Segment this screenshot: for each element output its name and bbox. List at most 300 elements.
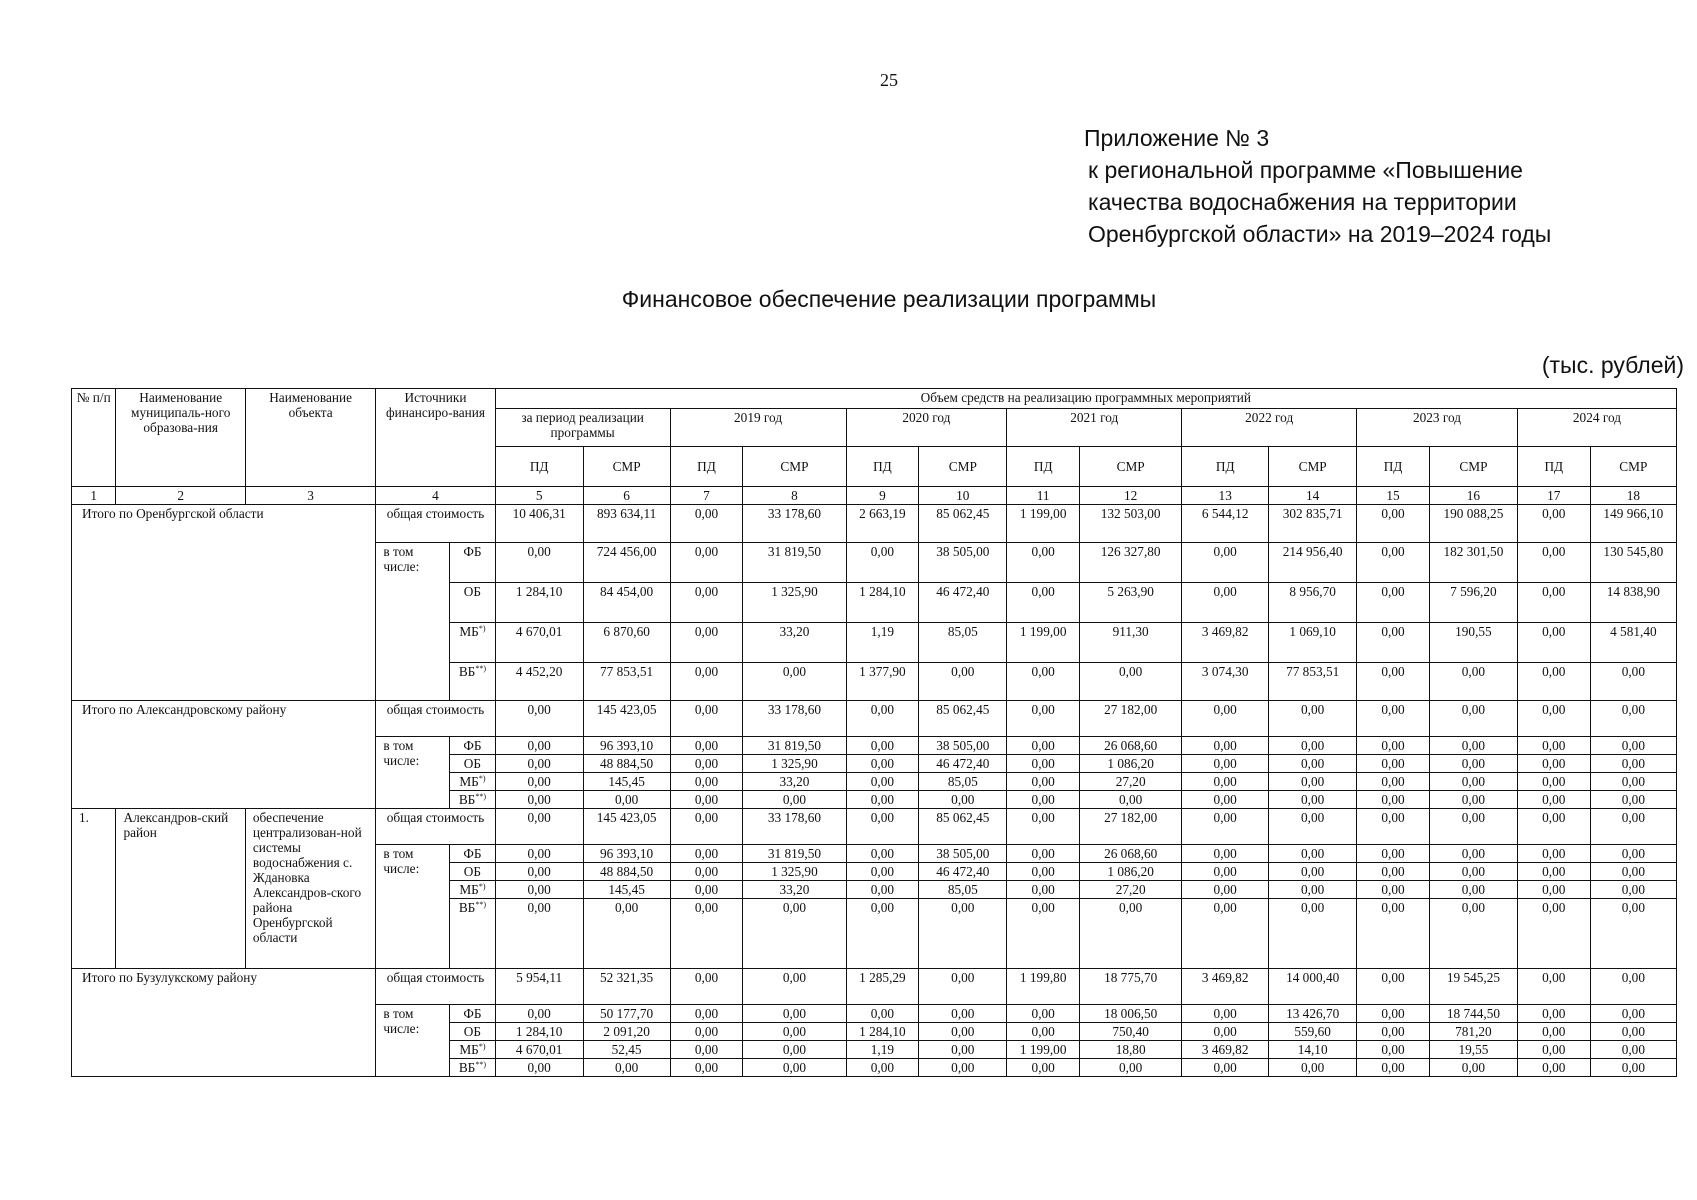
value-cell: 0,00 <box>1590 1041 1676 1059</box>
footnote-mark: *) <box>478 882 486 891</box>
column-number: 17 <box>1517 487 1590 505</box>
value-cell: 18 006,50 <box>1080 1005 1182 1023</box>
value-cell: 0,00 <box>1517 899 1590 969</box>
source-fb-label: ФБ <box>463 738 482 753</box>
value-cell: 0,00 <box>670 663 743 701</box>
value-cell: 559,60 <box>1269 1023 1357 1041</box>
value-cell: 0,00 <box>1007 755 1080 773</box>
column-number: 4 <box>376 487 495 505</box>
value-cell: 0,00 <box>846 543 919 583</box>
value-cell: 0,00 <box>495 1059 583 1077</box>
value-cell: 0,00 <box>670 899 743 969</box>
value-cell: 0,00 <box>670 737 743 755</box>
value-cell: 85,05 <box>919 881 1007 899</box>
value-cell: 33,20 <box>743 623 846 663</box>
column-number: 12 <box>1080 487 1182 505</box>
value-cell: 0,00 <box>670 809 743 845</box>
value-cell: 0,00 <box>1590 755 1676 773</box>
value-cell: 0,00 <box>1517 881 1590 899</box>
value-cell: 145 423,05 <box>583 809 670 845</box>
value-cell: 38 505,00 <box>919 737 1007 755</box>
value-cell: 0,00 <box>495 1005 583 1023</box>
value-cell: 3 469,82 <box>1182 623 1269 663</box>
value-cell: 0,00 <box>1357 701 1430 737</box>
value-cell: 0,00 <box>1357 755 1430 773</box>
source-vb <box>450 899 496 969</box>
source-mb-label: МБ <box>459 624 479 639</box>
value-cell: 0,00 <box>670 701 743 737</box>
value-cell: 0,00 <box>1517 773 1590 791</box>
value-cell: 0,00 <box>1429 701 1517 737</box>
value-cell: 46 472,40 <box>919 863 1007 881</box>
value-cell: 126 327,80 <box>1080 543 1182 583</box>
value-cell: 0,00 <box>670 505 743 543</box>
source-ob-label: ОБ <box>463 584 482 599</box>
header-num: № п/п <box>72 389 116 487</box>
value-cell: 0,00 <box>1007 737 1080 755</box>
value-cell: 33,20 <box>743 881 846 899</box>
value-cell: 0,00 <box>1269 809 1357 845</box>
value-cell: 0,00 <box>583 899 670 969</box>
header-period-total: за период реализации программы <box>495 409 670 447</box>
value-cell: 0,00 <box>1517 623 1590 663</box>
value-cell: 0,00 <box>1429 791 1517 809</box>
value-cell: 0,00 <box>1007 863 1080 881</box>
value-cell: 0,00 <box>670 1059 743 1077</box>
value-cell: 0,00 <box>1429 773 1517 791</box>
value-cell: 0,00 <box>846 791 919 809</box>
value-cell: 1 284,10 <box>846 1023 919 1041</box>
value-cell: 0,00 <box>846 899 919 969</box>
value-cell: 0,00 <box>670 543 743 583</box>
value-cell: 302 835,71 <box>1269 505 1357 543</box>
column-number: 14 <box>1269 487 1357 505</box>
value-cell: 2 663,19 <box>846 505 919 543</box>
value-cell: 0,00 <box>1517 969 1590 1005</box>
value-cell: 3 074,30 <box>1182 663 1269 701</box>
appendix-line: качества водоснабжения на территории <box>1088 189 1517 215</box>
header-smr: СМР <box>743 447 846 487</box>
value-cell: 0,00 <box>1182 737 1269 755</box>
value-cell: 0,00 <box>670 845 743 863</box>
value-cell: 31 819,50 <box>743 737 846 755</box>
source-vb-label: ВБ <box>458 792 476 807</box>
value-cell: 46 472,40 <box>919 583 1007 623</box>
appendix-line: Приложение № 3 <box>1084 125 1270 151</box>
municipality-name: Александров-ский район <box>116 809 245 969</box>
financing-table <box>71 388 1677 1077</box>
value-cell: 27 182,00 <box>1080 701 1182 737</box>
column-number: 3 <box>245 487 375 505</box>
value-cell: 0,00 <box>1517 701 1590 737</box>
value-cell: 0,00 <box>1080 1059 1182 1077</box>
table-row <box>72 701 1677 737</box>
item-number: 1. <box>72 809 116 969</box>
value-cell: 0,00 <box>1007 583 1080 623</box>
value-cell: 750,40 <box>1080 1023 1182 1041</box>
value-cell: 0,00 <box>846 863 919 881</box>
value-cell: 0,00 <box>670 755 743 773</box>
source-total: общая стоимость <box>376 505 495 543</box>
source-fb <box>450 737 496 755</box>
value-cell: 0,00 <box>1357 583 1430 623</box>
value-cell: 1,19 <box>846 1041 919 1059</box>
value-cell: 48 884,50 <box>583 755 670 773</box>
table-row <box>72 505 1677 543</box>
value-cell: 0,00 <box>670 969 743 1005</box>
source-ob <box>450 583 496 623</box>
value-cell: 0,00 <box>919 663 1007 701</box>
value-cell: 0,00 <box>1007 1059 1080 1077</box>
value-cell: 0,00 <box>919 1041 1007 1059</box>
value-cell: 0,00 <box>1269 701 1357 737</box>
value-cell: 0,00 <box>1590 791 1676 809</box>
value-cell: 1 285,29 <box>846 969 919 1005</box>
value-cell: 0,00 <box>743 1005 846 1023</box>
value-cell: 0,00 <box>1517 737 1590 755</box>
value-cell: 0,00 <box>1590 1059 1676 1077</box>
value-cell: 0,00 <box>495 737 583 755</box>
source-including: в том числе: <box>376 543 450 701</box>
value-cell: 0,00 <box>1429 809 1517 845</box>
value-cell: 26 068,60 <box>1080 737 1182 755</box>
value-cell: 0,00 <box>1357 809 1430 845</box>
value-cell: 893 634,11 <box>583 505 670 543</box>
footnote-mark: **) <box>475 900 486 909</box>
value-cell: 0,00 <box>846 773 919 791</box>
document-title: Финансовое обеспечение реализации программы <box>621 286 1157 312</box>
value-cell: 149 966,10 <box>1590 505 1676 543</box>
source-fb <box>450 1005 496 1023</box>
value-cell: 0,00 <box>1590 881 1676 899</box>
value-cell: 781,20 <box>1429 1023 1517 1041</box>
source-vb-label: ВБ <box>458 900 476 915</box>
value-cell: 145,45 <box>583 881 670 899</box>
value-cell: 33 178,60 <box>743 809 846 845</box>
value-cell: 0,00 <box>1182 543 1269 583</box>
value-cell: 18 744,50 <box>1429 1005 1517 1023</box>
table-row <box>72 809 1677 845</box>
value-cell: 0,00 <box>846 1005 919 1023</box>
value-cell: 18 775,70 <box>1080 969 1182 1005</box>
appendix-line: к региональной программе «Повышение <box>1088 157 1523 183</box>
header-smr: СМР <box>1590 447 1676 487</box>
appendix-line: Оренбургской области» на 2019–2024 годы <box>1088 221 1552 247</box>
header-pd: ПД <box>670 447 743 487</box>
value-cell: 1 284,10 <box>846 583 919 623</box>
value-cell: 1 325,90 <box>743 863 846 881</box>
footnote-mark: **) <box>475 1060 486 1069</box>
value-cell: 0,00 <box>1517 1041 1590 1059</box>
header-pd: ПД <box>1007 447 1080 487</box>
value-cell: 0,00 <box>1182 809 1269 845</box>
value-cell: 0,00 <box>1007 663 1080 701</box>
source-vb <box>450 1059 496 1077</box>
value-cell: 0,00 <box>670 881 743 899</box>
source-ob <box>450 755 496 773</box>
value-cell: 1,19 <box>846 623 919 663</box>
appendix-caption <box>1084 122 1551 250</box>
value-cell: 0,00 <box>670 773 743 791</box>
source-mb <box>450 1041 496 1059</box>
value-cell: 0,00 <box>583 791 670 809</box>
column-number: 5 <box>495 487 583 505</box>
header-year-2021: 2021 год <box>1007 409 1182 447</box>
value-cell: 0,00 <box>1357 899 1430 969</box>
value-cell: 96 393,10 <box>583 737 670 755</box>
value-cell: 0,00 <box>1357 773 1430 791</box>
value-cell: 0,00 <box>1590 1005 1676 1023</box>
value-cell: 0,00 <box>1182 845 1269 863</box>
source-total: общая стоимость <box>376 969 495 1005</box>
footnote-mark: *) <box>478 1042 486 1051</box>
value-cell: 0,00 <box>1182 773 1269 791</box>
value-cell: 0,00 <box>1517 1059 1590 1077</box>
value-cell: 0,00 <box>1590 701 1676 737</box>
value-cell: 0,00 <box>1269 773 1357 791</box>
value-cell: 0,00 <box>495 543 583 583</box>
source-including: в том числе: <box>376 1005 450 1077</box>
value-cell: 0,00 <box>495 845 583 863</box>
value-cell: 0,00 <box>846 881 919 899</box>
value-cell: 0,00 <box>495 863 583 881</box>
column-number: 8 <box>743 487 846 505</box>
value-cell: 0,00 <box>1590 1023 1676 1041</box>
value-cell: 0,00 <box>495 701 583 737</box>
value-cell: 0,00 <box>1357 1041 1430 1059</box>
value-cell: 0,00 <box>1269 863 1357 881</box>
value-cell: 1 069,10 <box>1269 623 1357 663</box>
value-cell: 0,00 <box>919 1023 1007 1041</box>
value-cell: 0,00 <box>1182 755 1269 773</box>
value-cell: 0,00 <box>1007 809 1080 845</box>
value-cell: 18,80 <box>1080 1041 1182 1059</box>
value-cell: 6 544,12 <box>1182 505 1269 543</box>
value-cell: 0,00 <box>1007 1023 1080 1041</box>
value-cell: 0,00 <box>1080 791 1182 809</box>
value-cell: 0,00 <box>670 583 743 623</box>
value-cell: 0,00 <box>1357 881 1430 899</box>
value-cell: 0,00 <box>846 701 919 737</box>
header-smr: СМР <box>1080 447 1182 487</box>
column-number: 16 <box>1429 487 1517 505</box>
value-cell: 85 062,45 <box>919 701 1007 737</box>
header-year-2023: 2023 год <box>1357 409 1518 447</box>
value-cell: 5 954,11 <box>495 969 583 1005</box>
value-cell: 130 545,80 <box>1590 543 1676 583</box>
value-cell: 27 182,00 <box>1080 809 1182 845</box>
value-cell: 0,00 <box>1182 583 1269 623</box>
header-pd: ПД <box>1357 447 1430 487</box>
value-cell: 4 670,01 <box>495 623 583 663</box>
value-cell: 0,00 <box>1357 969 1430 1005</box>
header-smr: СМР <box>1429 447 1517 487</box>
value-cell: 0,00 <box>1517 543 1590 583</box>
value-cell: 0,00 <box>919 969 1007 1005</box>
value-cell: 0,00 <box>919 791 1007 809</box>
value-cell: 0,00 <box>1590 809 1676 845</box>
value-cell: 0,00 <box>495 755 583 773</box>
value-cell: 0,00 <box>1007 1005 1080 1023</box>
source-including: в том числе: <box>376 737 450 809</box>
value-cell: 0,00 <box>495 773 583 791</box>
source-mb-label: МБ <box>459 774 479 789</box>
source-mb <box>450 623 496 663</box>
value-cell: 38 505,00 <box>919 845 1007 863</box>
value-cell: 38 505,00 <box>919 543 1007 583</box>
value-cell: 190,55 <box>1429 623 1517 663</box>
value-cell: 1 199,00 <box>1007 1041 1080 1059</box>
value-cell: 4 452,20 <box>495 663 583 701</box>
value-cell: 14 838,90 <box>1590 583 1676 623</box>
header-volume: Объем средств на реализацию программных мероприятий <box>495 389 1676 409</box>
source-fb-label: ФБ <box>463 544 482 559</box>
value-cell: 46 472,40 <box>919 755 1007 773</box>
value-cell: 0,00 <box>1357 543 1430 583</box>
value-cell: 33 178,60 <box>743 701 846 737</box>
value-cell: 4 670,01 <box>495 1041 583 1059</box>
header-municipality: Наименование муниципаль-ного образова-ния <box>116 389 245 487</box>
value-cell: 85 062,45 <box>919 505 1007 543</box>
value-cell: 0,00 <box>846 1059 919 1077</box>
value-cell: 0,00 <box>670 623 743 663</box>
value-cell: 0,00 <box>1517 663 1590 701</box>
value-cell: 0,00 <box>1429 899 1517 969</box>
value-cell: 0,00 <box>846 737 919 755</box>
value-cell: 52 321,35 <box>583 969 670 1005</box>
value-cell: 0,00 <box>1357 1005 1430 1023</box>
value-cell: 0,00 <box>1357 791 1430 809</box>
value-cell: 3 469,82 <box>1182 1041 1269 1059</box>
value-cell: 52,45 <box>583 1041 670 1059</box>
column-number: 13 <box>1182 487 1269 505</box>
value-cell: 132 503,00 <box>1080 505 1182 543</box>
value-cell: 27,20 <box>1080 773 1182 791</box>
value-cell: 0,00 <box>670 863 743 881</box>
value-cell: 0,00 <box>743 1041 846 1059</box>
value-cell: 1 199,00 <box>1007 623 1080 663</box>
value-cell: 145 423,05 <box>583 701 670 737</box>
column-number: 15 <box>1357 487 1430 505</box>
footnote-mark: **) <box>475 664 486 673</box>
value-cell: 0,00 <box>1517 1005 1590 1023</box>
value-cell: 0,00 <box>1590 863 1676 881</box>
value-cell: 0,00 <box>1590 969 1676 1005</box>
value-cell: 0,00 <box>1182 1023 1269 1041</box>
column-number: 11 <box>1007 487 1080 505</box>
value-cell: 0,00 <box>1517 845 1590 863</box>
header-pd: ПД <box>1517 447 1590 487</box>
source-mb <box>450 881 496 899</box>
value-cell: 0,00 <box>1007 899 1080 969</box>
value-cell: 0,00 <box>1080 663 1182 701</box>
value-cell: 33,20 <box>743 773 846 791</box>
value-cell: 0,00 <box>1517 755 1590 773</box>
value-cell: 0,00 <box>1182 1005 1269 1023</box>
value-cell: 1 199,80 <box>1007 969 1080 1005</box>
value-cell: 0,00 <box>846 755 919 773</box>
value-cell: 0,00 <box>495 809 583 845</box>
value-cell: 0,00 <box>1007 881 1080 899</box>
source-ob-label: ОБ <box>463 756 482 771</box>
value-cell: 0,00 <box>1182 863 1269 881</box>
value-cell: 85,05 <box>919 773 1007 791</box>
group-total-name: Итого по Бузулукскому району <box>72 969 376 1077</box>
column-number: 10 <box>919 487 1007 505</box>
header-pd: ПД <box>495 447 583 487</box>
value-cell: 182 301,50 <box>1429 543 1517 583</box>
value-cell: 31 819,50 <box>743 845 846 863</box>
value-cell: 0,00 <box>1269 1059 1357 1077</box>
source-vb-label: ВБ <box>458 1060 476 1075</box>
value-cell: 0,00 <box>670 1023 743 1041</box>
source-total: общая стоимость <box>376 809 495 845</box>
value-cell: 0,00 <box>1429 663 1517 701</box>
value-cell: 26 068,60 <box>1080 845 1182 863</box>
value-cell: 0,00 <box>1357 623 1430 663</box>
value-cell: 0,00 <box>1590 663 1676 701</box>
value-cell: 1 086,20 <box>1080 863 1182 881</box>
value-cell: 0,00 <box>1429 737 1517 755</box>
value-cell: 0,00 <box>1429 845 1517 863</box>
value-cell: 0,00 <box>495 881 583 899</box>
value-cell: 0,00 <box>495 791 583 809</box>
value-cell: 0,00 <box>670 791 743 809</box>
value-cell: 0,00 <box>919 899 1007 969</box>
value-cell: 0,00 <box>1429 1059 1517 1077</box>
value-cell: 190 088,25 <box>1429 505 1517 543</box>
value-cell: 0,00 <box>1182 881 1269 899</box>
value-cell: 0,00 <box>1182 791 1269 809</box>
footnote-mark: **) <box>475 792 486 801</box>
value-cell: 911,30 <box>1080 623 1182 663</box>
value-cell: 0,00 <box>919 1005 1007 1023</box>
value-cell: 0,00 <box>1080 899 1182 969</box>
value-cell: 0,00 <box>1269 899 1357 969</box>
value-cell: 0,00 <box>846 845 919 863</box>
source-fb-label: ФБ <box>463 1006 482 1021</box>
source-ob-label: ОБ <box>463 864 482 879</box>
value-cell: 1 377,90 <box>846 663 919 701</box>
value-cell: 14,10 <box>1269 1041 1357 1059</box>
value-cell: 0,00 <box>1517 583 1590 623</box>
value-cell: 19 545,25 <box>1429 969 1517 1005</box>
value-cell: 8 956,70 <box>1269 583 1357 623</box>
footnote-mark: *) <box>478 774 486 783</box>
value-cell: 84 454,00 <box>583 583 670 623</box>
value-cell: 33 178,60 <box>743 505 846 543</box>
source-ob <box>450 1023 496 1041</box>
value-cell: 50 177,70 <box>583 1005 670 1023</box>
value-cell: 0,00 <box>1007 773 1080 791</box>
value-cell: 4 581,40 <box>1590 623 1676 663</box>
value-cell: 0,00 <box>1357 1023 1430 1041</box>
header-smr: СМР <box>919 447 1007 487</box>
value-cell: 0,00 <box>1590 737 1676 755</box>
value-cell: 19,55 <box>1429 1041 1517 1059</box>
header-sources: Источники финансиро-вания <box>376 389 495 487</box>
value-cell: 0,00 <box>670 1005 743 1023</box>
value-cell: 214 956,40 <box>1269 543 1357 583</box>
header-pd: ПД <box>1182 447 1269 487</box>
value-cell: 0,00 <box>743 1059 846 1077</box>
source-fb <box>450 543 496 583</box>
value-cell: 77 853,51 <box>583 663 670 701</box>
source-mb-label: МБ <box>459 1042 479 1057</box>
value-cell: 0,00 <box>1429 863 1517 881</box>
value-cell: 1 086,20 <box>1080 755 1182 773</box>
value-cell: 1 199,00 <box>1007 505 1080 543</box>
